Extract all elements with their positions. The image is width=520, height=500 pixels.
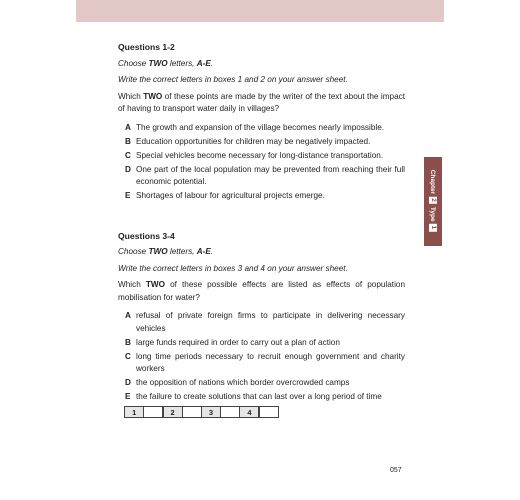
question-prompt [118, 279, 405, 304]
top-header-band [76, 0, 444, 22]
option-letter: B [125, 136, 131, 146]
option-text: large funds required in order to carry out a plan of action [136, 337, 340, 347]
chapter-side-tab [424, 157, 442, 246]
question-emphasis: TWO [145, 280, 165, 289]
option-item [125, 136, 405, 149]
instruction-write: Write the correct letters in boxes 1 and 2 on your answer sheet. [118, 75, 348, 84]
options-list [118, 310, 405, 404]
option-text: Shortages of labour for agricultural projects emerge. [136, 191, 325, 200]
option-item [125, 310, 405, 335]
section-heading: Questions 3-4 [118, 230, 175, 241]
answer-box-2[interactable] [182, 406, 202, 418]
option-letter: A [125, 311, 131, 320]
answer-box-label: 3 [201, 406, 221, 418]
instruction-choose [118, 58, 405, 71]
option-letter: A [125, 122, 131, 132]
instruction-text: Choose [118, 58, 149, 68]
page-number: 057 [390, 467, 402, 474]
option-text: the opposition of nations which border overcrowded camps [136, 378, 350, 387]
option-text: One part of the local population may be prevented from reaching their full economic potential. [136, 164, 405, 186]
question-text: of these points are made by the writer of the text about the impact of having to transport water daily in villages? [118, 91, 405, 113]
instruction-emphasis: A-E [196, 58, 211, 68]
answer-box-label: 1 [124, 406, 144, 418]
question-content [118, 41, 405, 405]
question-text: Which [118, 280, 146, 289]
option-item [125, 122, 405, 135]
question-block-2 [118, 230, 405, 404]
option-item [125, 351, 405, 376]
answer-box-label: 4 [239, 406, 259, 418]
instruction-choose [118, 246, 405, 259]
option-letter: E [125, 392, 131, 401]
option-letter: D [125, 164, 131, 174]
option-letter: D [125, 378, 131, 387]
option-letter: E [125, 191, 131, 200]
chapter-label: Chapter [429, 169, 437, 194]
instruction-emphasis: A-E [196, 247, 211, 256]
section-heading: Questions 1-2 [118, 42, 175, 52]
option-item [125, 391, 405, 404]
option-letter: B [125, 337, 131, 347]
instruction-text: letters, [167, 58, 197, 68]
option-text: Special vehicles become necessary for long-distance transportation. [136, 150, 384, 160]
option-item [125, 190, 405, 203]
answer-boxes [125, 406, 279, 418]
instruction-text: Choose [118, 247, 149, 256]
options-list [118, 122, 405, 203]
option-text: Education opportunities for children may be negatively impacted. [136, 136, 371, 146]
option-text: the failure to create solutions that can last over a long period of time [136, 392, 382, 401]
option-text: The growth and expansion of the village becomes nearly impossible. [136, 122, 385, 132]
option-item [125, 337, 405, 350]
option-letter: C [125, 150, 131, 160]
instruction-text: letters, [167, 247, 197, 256]
instruction-write: Write the correct letters in boxes 3 and 4 on your answer sheet. [118, 263, 348, 273]
instruction-text: . [210, 58, 214, 68]
instruction-emphasis: TWO [148, 247, 168, 256]
chapter-number-badge: 2 [430, 197, 437, 202]
question-emphasis: TWO [143, 91, 163, 101]
option-text: long time periods necessary to recruit enough government and charity workers [136, 351, 405, 373]
type-label: Type [429, 206, 437, 222]
question-block-1 [118, 41, 405, 203]
answer-box-4[interactable] [259, 406, 279, 418]
answer-box-label: 2 [163, 406, 183, 418]
answer-box-1[interactable] [143, 406, 163, 418]
instruction-emphasis: TWO [148, 58, 168, 68]
chapter-tab-label [429, 169, 437, 234]
option-item [125, 150, 405, 163]
question-text: Which [118, 91, 144, 101]
question-prompt [118, 91, 405, 116]
question-text: of these possible effects are listed as effects of population mobilisation for water? [118, 280, 406, 302]
answer-box-3[interactable] [220, 406, 240, 418]
option-item [125, 377, 405, 390]
type-number-badge: 1 [430, 225, 437, 229]
instruction-text: . [210, 247, 214, 256]
option-text: refusal of private foreign firms to participate in delivering necessary vehicles [136, 311, 405, 333]
option-item [125, 164, 405, 189]
option-letter: C [125, 351, 131, 361]
